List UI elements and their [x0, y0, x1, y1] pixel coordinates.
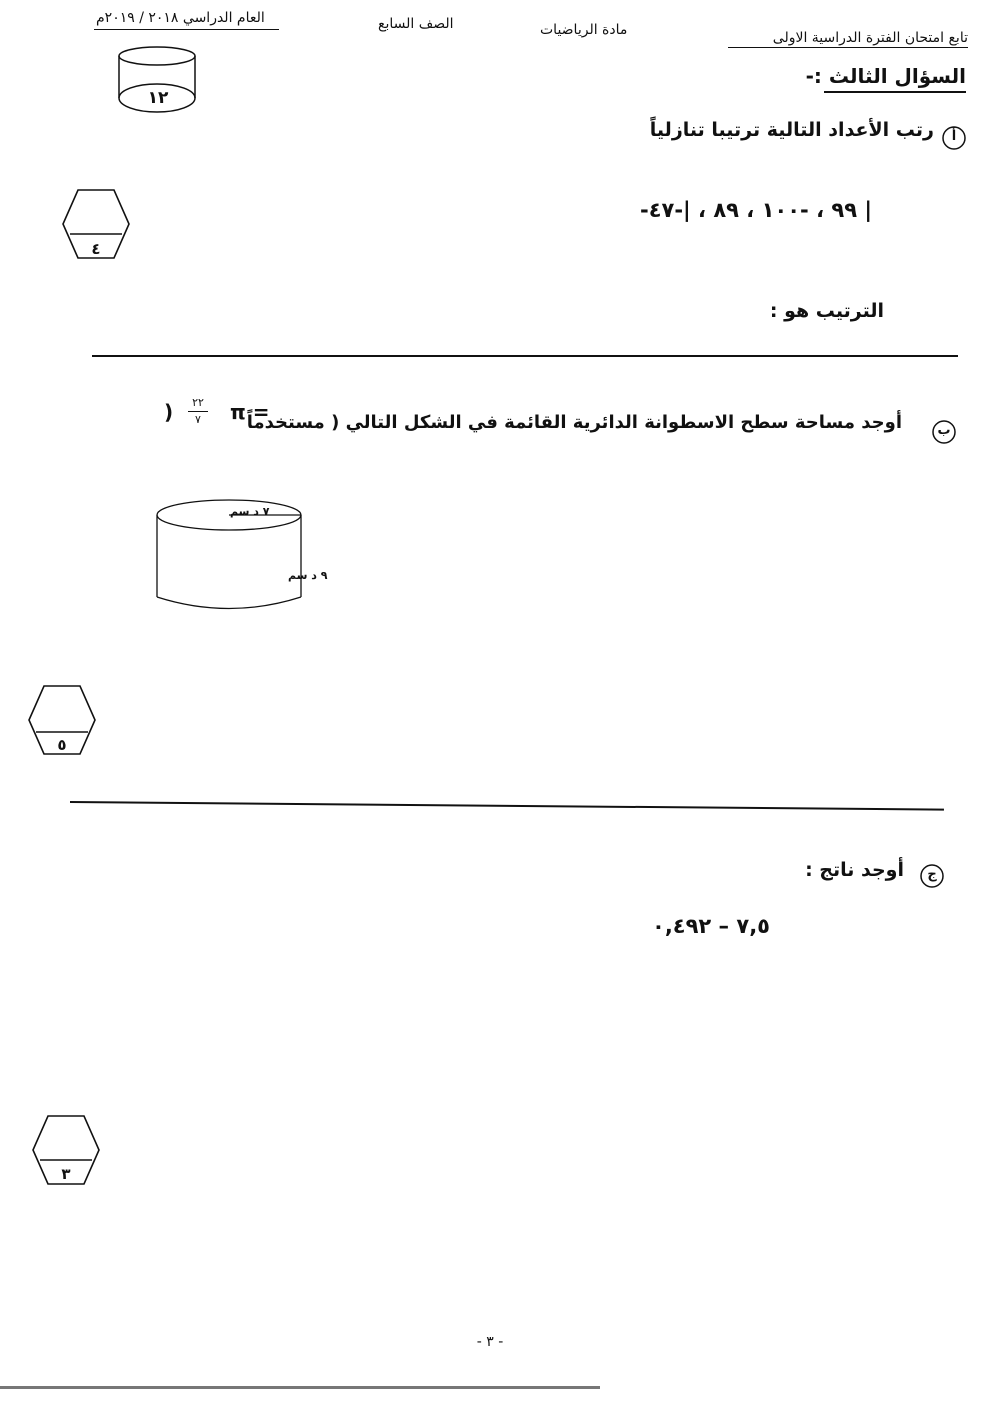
part-c-prompt: أوجد ناتج : [805, 859, 904, 881]
part-c-expression: ٧,٥ – ٠,٤٩٢ [652, 914, 770, 938]
divider-2 [70, 801, 944, 811]
divider-1 [92, 355, 958, 357]
part-c-letter: ج [927, 867, 937, 882]
part-b-letter: ب [937, 423, 951, 438]
question-title: السؤال الثالث :- [805, 64, 966, 88]
part-b-score: ٥ [57, 736, 67, 754]
exam-title: تابع امتحان الفترة الدراسية الاولى [772, 30, 968, 46]
school-year-underline [94, 29, 279, 30]
part-c-score: ٣ [61, 1165, 71, 1183]
fraction-bar [188, 411, 208, 412]
pi-symbol: π = [230, 400, 270, 424]
subject-label: مادة الرياضيات [540, 22, 628, 38]
height-label: ٩ د سم [288, 569, 328, 582]
radius-label: ٧ د سم [230, 505, 270, 518]
exam-title-underline [728, 47, 968, 48]
close-paren: ) [164, 400, 174, 424]
part-a-numbers: -٩٩ ، -١٠٠ ، ٨٩ ، |-٤٧ | [639, 198, 872, 222]
part-a-answer-label: الترتيب هو : [769, 300, 884, 322]
scan-edge-line [0, 1386, 600, 1389]
page-number: - ٣ - [476, 1334, 504, 1350]
question-title-underline [824, 91, 966, 93]
part-b-prompt: أوجد مساحة سطح الاسطوانة الدائرية القائمة في الشكل التالي ( مستخدماً [246, 412, 902, 433]
fraction-numerator: ٢٢ [192, 396, 204, 409]
part-a-prompt: رتب الأعداد التالية ترتيبا تنازلياً [649, 119, 934, 141]
fraction-denominator: ٧ [195, 413, 201, 426]
school-year: العام الدراسي ٢٠١٨ / ٢٠١٩م [96, 10, 265, 26]
grade-label: الصف السابع [378, 16, 454, 32]
part-a-score: ٤ [91, 240, 101, 258]
total-score: ١٢ [147, 88, 169, 108]
part-a-letter: أ [951, 129, 957, 144]
